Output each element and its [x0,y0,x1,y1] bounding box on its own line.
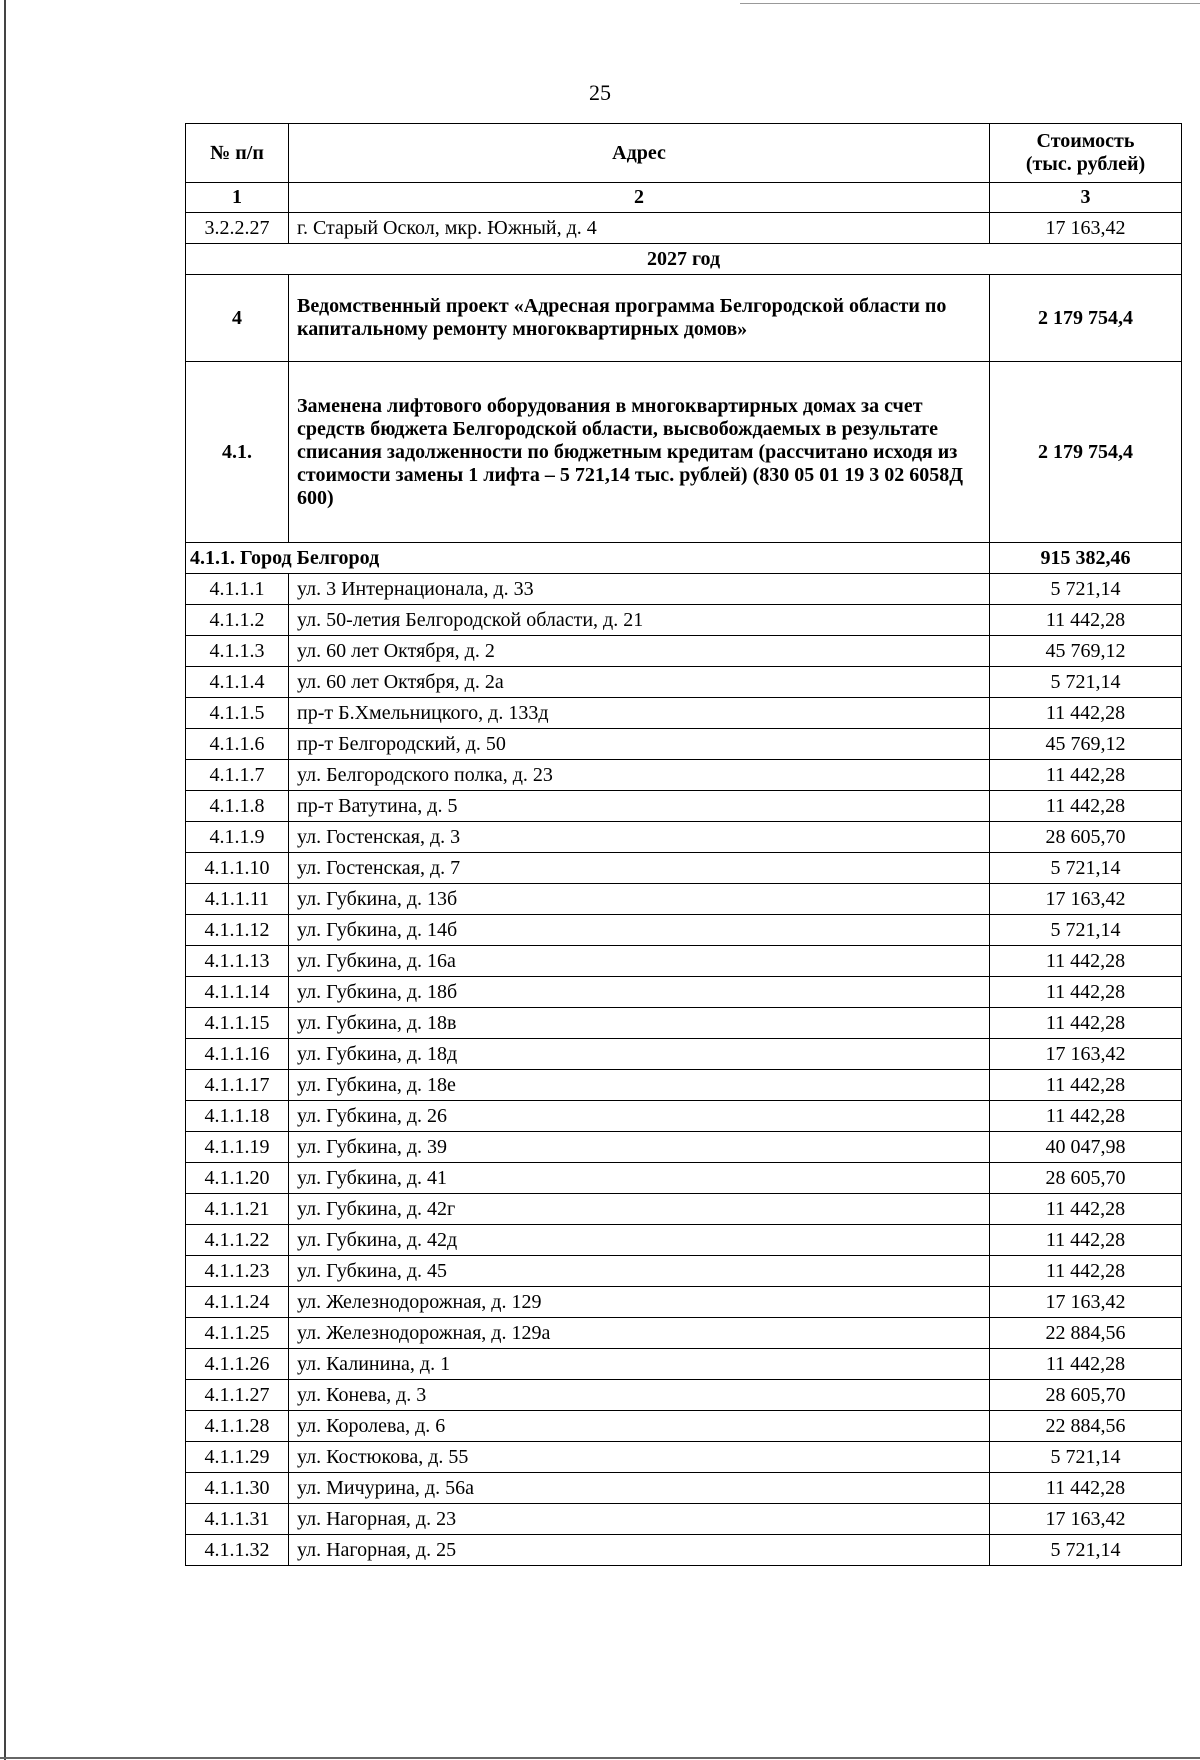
row-number: 4.1.1.15 [186,1008,289,1039]
table-header-row [186,124,1182,183]
row-address: ул. 50-летия Белгородской области, д. 21 [289,605,990,636]
row-cost: 11 442,28 [990,1008,1182,1039]
subproject-row [186,362,1182,543]
city-row [186,543,1182,574]
table-row [186,822,1182,853]
row-cost: 5 721,14 [990,1535,1182,1566]
row-address: пр-т Белгородский, д. 50 [289,729,990,760]
row-cost: 11 442,28 [990,791,1182,822]
row-cost: 5 721,14 [990,915,1182,946]
row-cost: 17 163,42 [990,213,1182,244]
row-cost: 5 721,14 [990,853,1182,884]
table-row [186,977,1182,1008]
row-number: 4.1.1.30 [186,1473,289,1504]
row-address: ул. Губкина, д. 14б [289,915,990,946]
row-address: ул. Калинина, д. 1 [289,1349,990,1380]
table-row [186,729,1182,760]
row-number: 3.2.2.27 [186,213,289,244]
row-number: 4.1.1.22 [186,1225,289,1256]
scan-top-edge [740,3,1200,4]
row-address: ул. Железнодорожная, д. 129 [289,1287,990,1318]
table-row [186,574,1182,605]
column-number-2: 2 [289,183,990,213]
table-row [186,1132,1182,1163]
row-cost: 17 163,42 [990,1039,1182,1070]
row-number: 4.1.1.2 [186,605,289,636]
table-row [186,1194,1182,1225]
row-number: 4.1.1.26 [186,1349,289,1380]
row-address: ул. Губкина, д. 16а [289,946,990,977]
row-number: 4.1.1.23 [186,1256,289,1287]
table-row [186,1163,1182,1194]
row-address: ул. Железнодорожная, д. 129а [289,1318,990,1349]
row-number: 4.1.1.5 [186,698,289,729]
row-address: г. Старый Оскол, мкр. Южный, д. 4 [289,213,990,244]
row-address: ул. Губкина, д. 42д [289,1225,990,1256]
row-cost: 11 442,28 [990,1473,1182,1504]
row-number: 4.1.1.20 [186,1163,289,1194]
header-address: Адрес [289,124,990,183]
row-number: 4.1.1.11 [186,884,289,915]
header-cost-line1: Стоимость [1036,130,1135,152]
row-cost: 28 605,70 [990,1380,1182,1411]
row-address: ул. Губкина, д. 18б [289,977,990,1008]
row-number: 4.1.1.8 [186,791,289,822]
row-address: ул. Губкина, д. 18е [289,1070,990,1101]
project-text: Ведомственный проект «Адресная программа Белгородской области по капитальному ремонту многоквартирных домов» [289,275,990,362]
row-number: 4.1.1.3 [186,636,289,667]
page-number: 25 [589,80,611,105]
table-row [186,1225,1182,1256]
table-row [186,1101,1182,1132]
row-cost: 5 721,14 [990,574,1182,605]
table-row [186,884,1182,915]
row-number: 4.1.1.25 [186,1318,289,1349]
table-row [186,1380,1182,1411]
scan-left-edge [4,0,6,1760]
row-address: ул. 60 лет Октября, д. 2 [289,636,990,667]
header-number: № п/п [186,124,289,183]
row-cost: 11 442,28 [990,1101,1182,1132]
row-cost: 45 769,12 [990,729,1182,760]
table-row [186,1442,1182,1473]
column-number-1: 1 [186,183,289,213]
row-cost: 11 442,28 [990,1256,1182,1287]
table-row [186,1287,1182,1318]
city-label: 4.1.1. Город Белгород [186,543,990,574]
row-cost: 11 442,28 [990,698,1182,729]
row-number: 4.1.1.12 [186,915,289,946]
row-cost: 11 442,28 [990,605,1182,636]
row-number: 4.1.1.1 [186,574,289,605]
column-number-3: 3 [990,183,1182,213]
table-row [186,213,1182,244]
table-row [186,791,1182,822]
header-cost-line2: (тыс. рублей) [1025,153,1146,175]
row-cost: 28 605,70 [990,1163,1182,1194]
table-row [186,1008,1182,1039]
row-cost: 11 442,28 [990,1194,1182,1225]
row-cost: 11 442,28 [990,946,1182,977]
row-number: 4.1.1.4 [186,667,289,698]
row-address: ул. Гостенская, д. 3 [289,822,990,853]
row-address: ул. Белгородского полка, д. 23 [289,760,990,791]
row-number: 4.1.1.14 [186,977,289,1008]
row-number: 4.1.1.18 [186,1101,289,1132]
row-address: ул. Губкина, д. 18д [289,1039,990,1070]
row-cost: 17 163,42 [990,1504,1182,1535]
row-number: 4.1.1.7 [186,760,289,791]
row-address: ул. Нагорная, д. 25 [289,1535,990,1566]
row-number: 4.1.1.28 [186,1411,289,1442]
subproject-text: Заменена лифтового оборудования в многоквартирных домах за счет средств бюджета Белгородской области, высвобождаемых в результате списания задолженности по бюджетным кредитам (рассчитано исходя из стоимости замены 1 лифта – 5 721,14 тыс. рублей) (830 05 01 19 3 02 6058Д 600) [289,362,990,543]
table-row [186,760,1182,791]
row-address: ул. Губкина, д. 42г [289,1194,990,1225]
row-number: 4.1.1.16 [186,1039,289,1070]
city-cost: 915 382,46 [990,543,1182,574]
row-number: 4.1.1.21 [186,1194,289,1225]
row-cost: 11 442,28 [990,977,1182,1008]
row-number: 4.1.1.10 [186,853,289,884]
row-cost: 28 605,70 [990,822,1182,853]
row-number: 4.1.1.32 [186,1535,289,1566]
table-row [186,1535,1182,1566]
project-cost: 2 179 754,4 [990,275,1182,362]
row-cost: 22 884,56 [990,1411,1182,1442]
table-row [186,946,1182,977]
row-cost: 11 442,28 [990,1225,1182,1256]
row-address: ул. Губкина, д. 39 [289,1132,990,1163]
row-address: ул. Нагорная, д. 23 [289,1504,990,1535]
row-cost: 5 721,14 [990,1442,1182,1473]
row-cost: 11 442,28 [990,1070,1182,1101]
column-number-row [186,183,1182,213]
table-row [186,915,1182,946]
row-address: пр-т Ватутина, д. 5 [289,791,990,822]
year-label: 2027 год [186,244,1182,275]
table-row [186,1256,1182,1287]
table-row [186,1411,1182,1442]
table-row [186,1349,1182,1380]
row-number: 4.1.1.17 [186,1070,289,1101]
address-cost-table [185,123,1182,1566]
project-number: 4 [186,275,289,362]
year-row [186,244,1182,275]
row-number: 4.1.1.13 [186,946,289,977]
row-cost: 11 442,28 [990,760,1182,791]
row-address: ул. Губкина, д. 18в [289,1008,990,1039]
table-row [186,853,1182,884]
header-cost [990,124,1182,183]
row-address: ул. Королева, д. 6 [289,1411,990,1442]
scan-bottom-edge [0,1757,1200,1759]
row-cost: 11 442,28 [990,1349,1182,1380]
subproject-number: 4.1. [186,362,289,543]
row-number: 4.1.1.29 [186,1442,289,1473]
row-number: 4.1.1.27 [186,1380,289,1411]
table-row [186,1070,1182,1101]
row-number: 4.1.1.6 [186,729,289,760]
row-address: ул. Губкина, д. 26 [289,1101,990,1132]
row-cost: 45 769,12 [990,636,1182,667]
row-number: 4.1.1.9 [186,822,289,853]
table-row [186,636,1182,667]
row-address: ул. Губкина, д. 45 [289,1256,990,1287]
row-address: ул. Костюкова, д. 55 [289,1442,990,1473]
row-cost: 17 163,42 [990,884,1182,915]
row-address: ул. 60 лет Октября, д. 2а [289,667,990,698]
table-row [186,1039,1182,1070]
subproject-cost: 2 179 754,4 [990,362,1182,543]
row-number: 4.1.1.19 [186,1132,289,1163]
table-row [186,1318,1182,1349]
table-row [186,1473,1182,1504]
table-row [186,698,1182,729]
row-address: ул. Мичурина, д. 56а [289,1473,990,1504]
project-row [186,275,1182,362]
row-cost: 17 163,42 [990,1287,1182,1318]
row-address: ул. Гостенская, д. 7 [289,853,990,884]
row-cost: 5 721,14 [990,667,1182,698]
row-number: 4.1.1.31 [186,1504,289,1535]
row-cost: 22 884,56 [990,1318,1182,1349]
table-row [186,1504,1182,1535]
row-address: ул. 3 Интернационала, д. 33 [289,574,990,605]
row-address: ул. Губкина, д. 41 [289,1163,990,1194]
row-cost: 40 047,98 [990,1132,1182,1163]
table-row [186,667,1182,698]
row-address: ул. Конева, д. 3 [289,1380,990,1411]
row-address: пр-т Б.Хмельницкого, д. 133д [289,698,990,729]
row-address: ул. Губкина, д. 13б [289,884,990,915]
table-row [186,605,1182,636]
row-number: 4.1.1.24 [186,1287,289,1318]
